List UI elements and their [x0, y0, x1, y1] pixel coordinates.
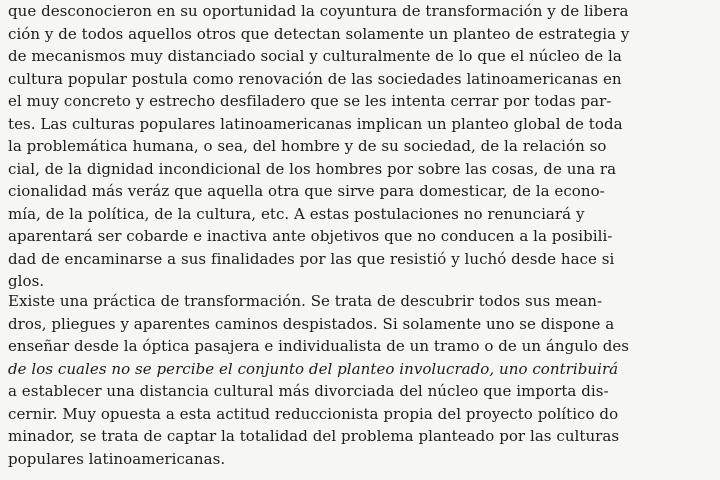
text-line: dad de encaminarse a sus finalidades por las que resistió y luchó desde hace si — [8, 249, 615, 268]
text-line-italic: de los cuales no se percibe el conjunto del planteo involucrado, uno contribuirá — [8, 359, 619, 378]
text-line: populares latinoamericanas. — [8, 449, 226, 468]
text-line: ción y de todos aquellos otros que detectan solamente un planteo de estrategia y — [8, 24, 630, 43]
text-line: dros, pliegues y aparentes caminos despistados. Si solamente uno se dispone a — [8, 314, 615, 333]
text-line: cionalidad más veráz que aquella otra que sirve para domesticar, de la econo- — [8, 182, 605, 200]
text-line: glos. — [8, 272, 45, 290]
text-line: minador, se trata de captar la totalidad del problema planteado por las culturas — [8, 427, 620, 445]
text-line: mía, de la política, de la cultura, etc. A estas postulaciones no renunciará y — [8, 204, 585, 223]
text-line: que desconocieron en su oportunidad la coyuntura de transformación y de libera — [8, 2, 629, 20]
text-line: a establecer una distancia cultural más divorciada del núcleo que importa dis- — [8, 382, 609, 400]
text-line: tes. Las culturas populares latinoamericanas implican un planteo global de toda — [8, 114, 623, 133]
text-line: cernir. Muy opuesta a esta actitud reduccionista propia del proyecto político do — [8, 404, 619, 423]
text-line: cial, de la dignidad incondicional de los hombres por sobre las cosas, de una ra — [8, 159, 617, 178]
paragraph-1 — [8, 0, 712, 293]
text-line: cultura popular postula como renovación de las sociedades latinoamericanas en — [8, 69, 622, 88]
text-line: el muy concreto y estrecho desfiladero que se les intenta cerrar por todas par- — [8, 92, 612, 110]
text-line: aparentará ser cobarde e inactiva ante objetivos que no conducen a la posibili- — [8, 227, 613, 245]
text-line: enseñar desde la óptica pasajera e individualista de un tramo o de un ángulo des — [8, 337, 630, 355]
text-line: de mecanismos muy distanciado social y culturalmente de lo que el núcleo de la — [8, 47, 622, 65]
text-line: Existe una práctica de transformación. Se trata de descubrir todos sus mean- — [8, 292, 603, 310]
paragraph-2 — [8, 290, 712, 470]
text-line: la problemática humana, o sea, del hombre y de su sociedad, de la relación so — [8, 137, 607, 155]
